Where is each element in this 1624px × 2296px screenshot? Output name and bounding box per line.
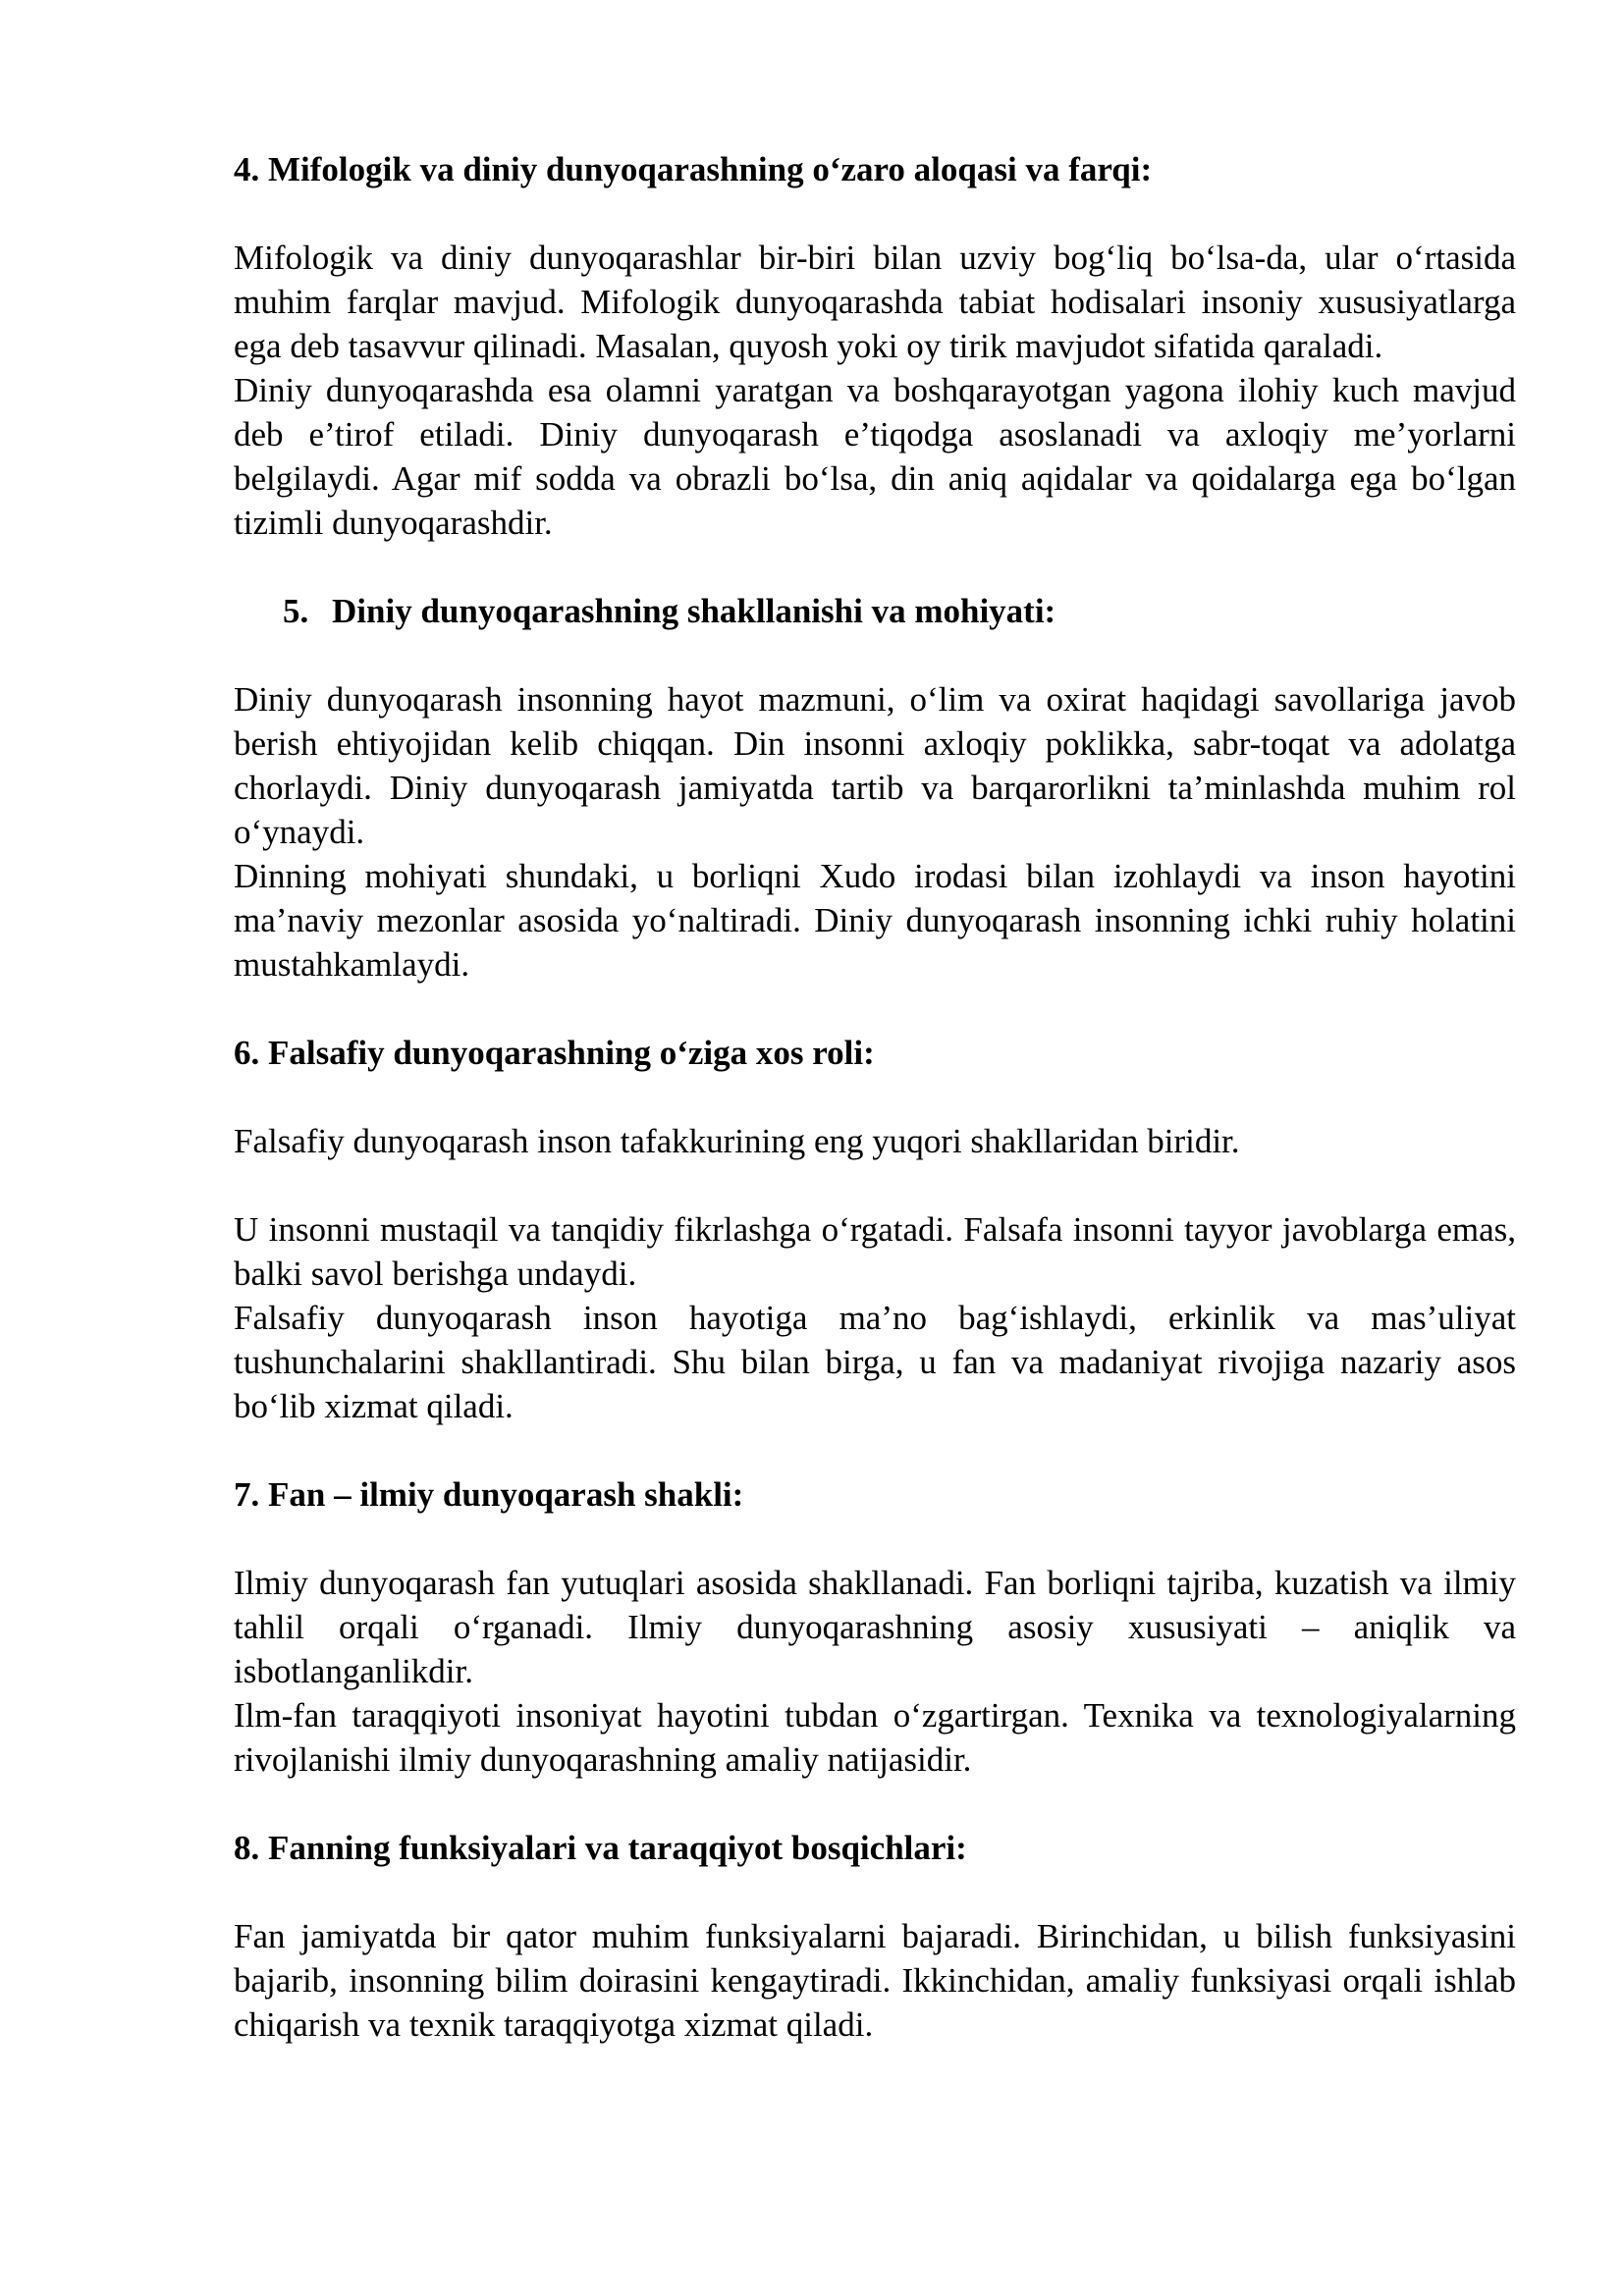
section-4: [234, 147, 1516, 545]
heading-text: Diniy dunyoqarashning shakllanishi va mohiyati:: [332, 592, 1056, 630]
section-6: [234, 1031, 1516, 1428]
paragraph: Dinning mohiyati shundaki, u borliqni Xudo irodasi bilan izohlaydi va inson hayotini ma’naviy mezonlar asosida yo‘naltiradi. Diniy dunyoqarash insonning ichki ruhiy holatini mustahkamlaydi.: [234, 857, 1516, 984]
section-heading: 4. Mifologik va diniy dunyoqarashning o‘zaro aloqasi va farqi:: [234, 150, 1153, 188]
paragraph: Diniy dunyoqarashda esa olamni yaratgan va boshqarayotgan yagona ilohiy kuch mavjud deb e’tirof etiladi. Diniy dunyoqarash e’tiqodga asoslanadi va axloqiy me’yorlarni belgilaydi. Agar mif sodda va obrazli bo‘lsa, din aniq aqidalar va qoidalarga ega bo‘lgan tizimli dunyoqarashdir.: [234, 371, 1516, 542]
section-5: [234, 589, 1516, 987]
paragraph: Falsafiy dunyoqarash inson tafakkurining eng yuqori shakllaridan biridir.: [234, 1122, 1240, 1160]
paragraph: Falsafiy dunyoqarash inson hayotiga ma’no bag‘ishlaydi, erkinlik va mas’uliyat tushunchalarini shakllantiradi. Shu bilan birga, u fan va madaniyat rivojiga nazariy asos bo‘lib xizmat qiladi.: [234, 1299, 1516, 1425]
paragraph: Diniy dunyoqarash insonning hayot mazmuni, o‘lim va oxirat haqidagi savollariga javob berish ehtiyojidan kelib chiqqan. Din insonni axloqiy poklikka, sabr-toqat va adolatga chorlaydi. Diniy dunyoqarash jamiyatda tartib va barqarorlikni ta’minlashda muhim rol o‘ynaydi.: [234, 680, 1516, 851]
paragraph: Ilmiy dunyoqarash fan yutuqlari asosida shakllanadi. Fan borliqni tajriba, kuzatish va ilmiy tahlil orqali o‘rganadi. Ilmiy dunyoqarashning asosiy xususiyati – aniqlik va isbotlanganlikdir.: [234, 1564, 1516, 1690]
paragraph: Mifologik va diniy dunyoqarashlar bir-biri bilan uzviy bog‘liq bo‘lsa-da, ular o‘rtasida muhim farqlar mavjud. Mifologik dunyoqarashda tabiat hodisalari insoniy xususiyatlarga ega deb tasavvur qilinadi. Masalan, quyosh yoki oy tirik mavjudot sifatida qaraladi.: [234, 239, 1516, 365]
section-heading: 6. Falsafiy dunyoqarashning o‘ziga xos roli:: [234, 1034, 875, 1072]
section-heading: [234, 589, 1516, 633]
paragraph: Ilm-fan taraqqiyoti insoniyat hayotini tubdan o‘zgartirgan. Texnika va texnologiyalarning rivojlanishi ilmiy dunyoqarashning amaliy natijasidir.: [234, 1696, 1516, 1779]
paragraph: Fan jamiyatda bir qator muhim funksiyalarni bajaradi. Birinchidan, u bilish funksiyasini bajarib, insonning bilim doirasini kengaytiradi. Ikkinchidan, amaliy funksiyasi orqali ishlab chiqarish va texnik taraqqiyotga xizmat qiladi.: [234, 1917, 1516, 2044]
paragraph: U insonni mustaqil va tanqidiy fikrlashga o‘rgatadi. Falsafa insonni tayyor javoblarga emas, balki savol berishga undaydi.: [234, 1210, 1516, 1293]
section-8: [234, 1826, 1516, 2047]
document-body: [234, 147, 1516, 2091]
heading-number: 5.: [283, 592, 309, 630]
section-heading: 7. Fan – ilmiy dunyoqarash shakli:: [234, 1475, 744, 1514]
section-7: [234, 1472, 1516, 1782]
section-heading: 8. Fanning funksiyalari va taraqqiyot bosqichlari:: [234, 1829, 967, 1867]
